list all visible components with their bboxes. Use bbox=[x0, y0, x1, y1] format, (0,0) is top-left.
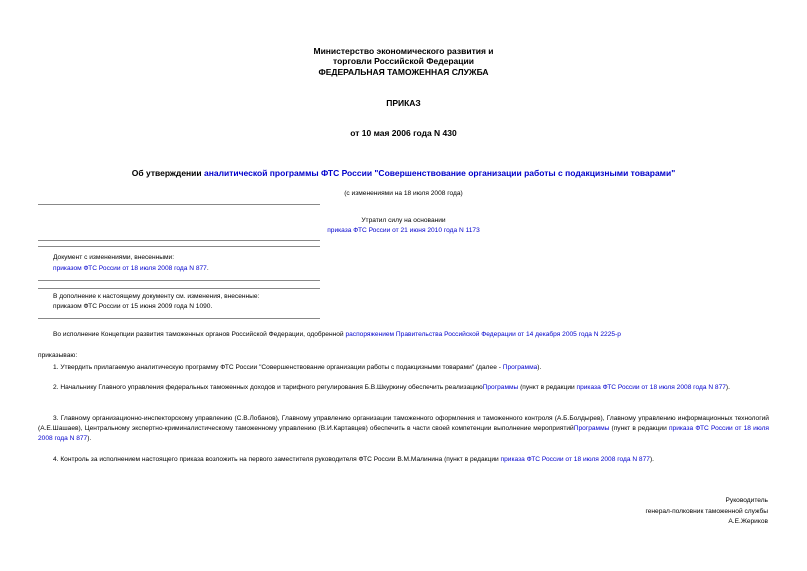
preamble-text: Во исполнение Концепции развития таможенных органов Российской Федерации, одобренной bbox=[53, 331, 346, 338]
signature-name: А.Е.Жериков bbox=[728, 518, 768, 525]
box2-line1: В дополнение к настоящему документу см. изменения, внесенные: bbox=[53, 293, 260, 300]
signature-rank: генерал-полковник таможенной службы bbox=[645, 507, 768, 515]
divider bbox=[38, 240, 320, 241]
divider bbox=[38, 246, 320, 247]
item4-link[interactable]: приказа ФТС России от 18 июля 2008 года N 877 bbox=[500, 456, 650, 463]
lost-force-line: Утратил силу на основании bbox=[361, 217, 446, 224]
item-1 bbox=[53, 363, 773, 373]
doc-title bbox=[0, 168, 807, 178]
item-2 bbox=[38, 383, 769, 393]
preamble-link[interactable]: распоряжением Правительства Российской Федерации от 14 декабря 2005 года N 2225-р bbox=[345, 331, 621, 338]
item3-text: 3. Главному организационно-инспекторскому управлению (С.В.Лобанов), Главному управлению организации таможенного оформления и таможенного контроля (А.Б.Болдырев), Главному управлению информационных технологий (А.Е.Шашаев), Центральному экспертно-криминалистическому таможенному управлению (В.И.Картавцев) обеспечить в части своей компетенции выполнение мероприятий bbox=[38, 415, 769, 432]
ministry-line1: Министерство экономического развития и bbox=[313, 46, 494, 56]
preamble bbox=[53, 330, 773, 340]
orders-word: приказываю: bbox=[38, 352, 78, 359]
item-4 bbox=[53, 455, 773, 465]
divider bbox=[38, 288, 320, 289]
box1-line2 bbox=[53, 264, 333, 273]
doc-type: ПРИКАЗ bbox=[386, 98, 421, 108]
item3-mid: (пункт в редакции bbox=[609, 425, 669, 432]
changes-note: (с изменениями на 18 июля 2008 года) bbox=[344, 190, 463, 197]
item1-text: 1. Утвердить прилагаемую аналитическую программу ФТС России "Совершенствование организации работы с подакцизными товарами" (далее - bbox=[53, 364, 503, 371]
signature-title: Руководитель bbox=[725, 497, 768, 504]
ministry-line2: торговли Российской Федерации bbox=[333, 56, 474, 66]
title-prefix: Об утверждении bbox=[131, 168, 204, 178]
item4-suffix: ). bbox=[649, 456, 654, 463]
item2-text: 2. Начальнику Главного управления федеральных таможенных доходов и тарифного регулирования Б.В.Шкуркину обеспечить реализацию bbox=[53, 384, 483, 391]
item2-link2[interactable]: приказа ФТС России от 18 июля 2008 года N 877 bbox=[576, 384, 726, 391]
item3-link2[interactable]: приказа ФТС России от 18 июля 2008 года N 877 bbox=[38, 425, 769, 442]
item3-link1[interactable]: Программы bbox=[573, 425, 610, 432]
item1-suffix: ). bbox=[537, 364, 542, 371]
doc-date: от 10 мая 2006 года N 430 bbox=[350, 128, 457, 138]
lost-force-link[interactable]: приказа ФТС России от 21 июня 2010 года N 1173 bbox=[327, 227, 480, 234]
service-name: ФЕДЕРАЛЬНАЯ ТАМОЖЕННАЯ СЛУЖБА bbox=[318, 67, 489, 77]
item2-suffix: ). bbox=[725, 384, 730, 391]
title-link[interactable]: аналитической программы ФТС России "Совершенствование организации работы с подакцизными товарами" bbox=[204, 168, 676, 178]
divider bbox=[38, 280, 320, 281]
box1-line1: Документ с изменениями, внесенными: bbox=[53, 254, 175, 261]
item2-mid: (пункт в редакции bbox=[518, 384, 577, 391]
divider bbox=[38, 318, 320, 319]
item2-link1[interactable]: Программы bbox=[482, 384, 519, 391]
item-3 bbox=[38, 414, 769, 444]
box2-line2: приказом ФТС России от 15 июня 2009 года N 1090. bbox=[53, 303, 213, 310]
item1-link[interactable]: Программа bbox=[502, 364, 538, 371]
box1-suffix: . bbox=[206, 265, 209, 272]
item3-suffix: ). bbox=[87, 435, 92, 442]
divider bbox=[38, 204, 320, 205]
box1-link[interactable]: приказом ФТС России от 18 июля 2008 года N 877 bbox=[53, 265, 207, 272]
signature-block bbox=[500, 496, 768, 528]
item4-text: 4. Контроль за исполнением настоящего приказа возложить на первого заместителя руководителя ФТС России В.М.Малинина (пункт в редакции bbox=[53, 456, 501, 463]
